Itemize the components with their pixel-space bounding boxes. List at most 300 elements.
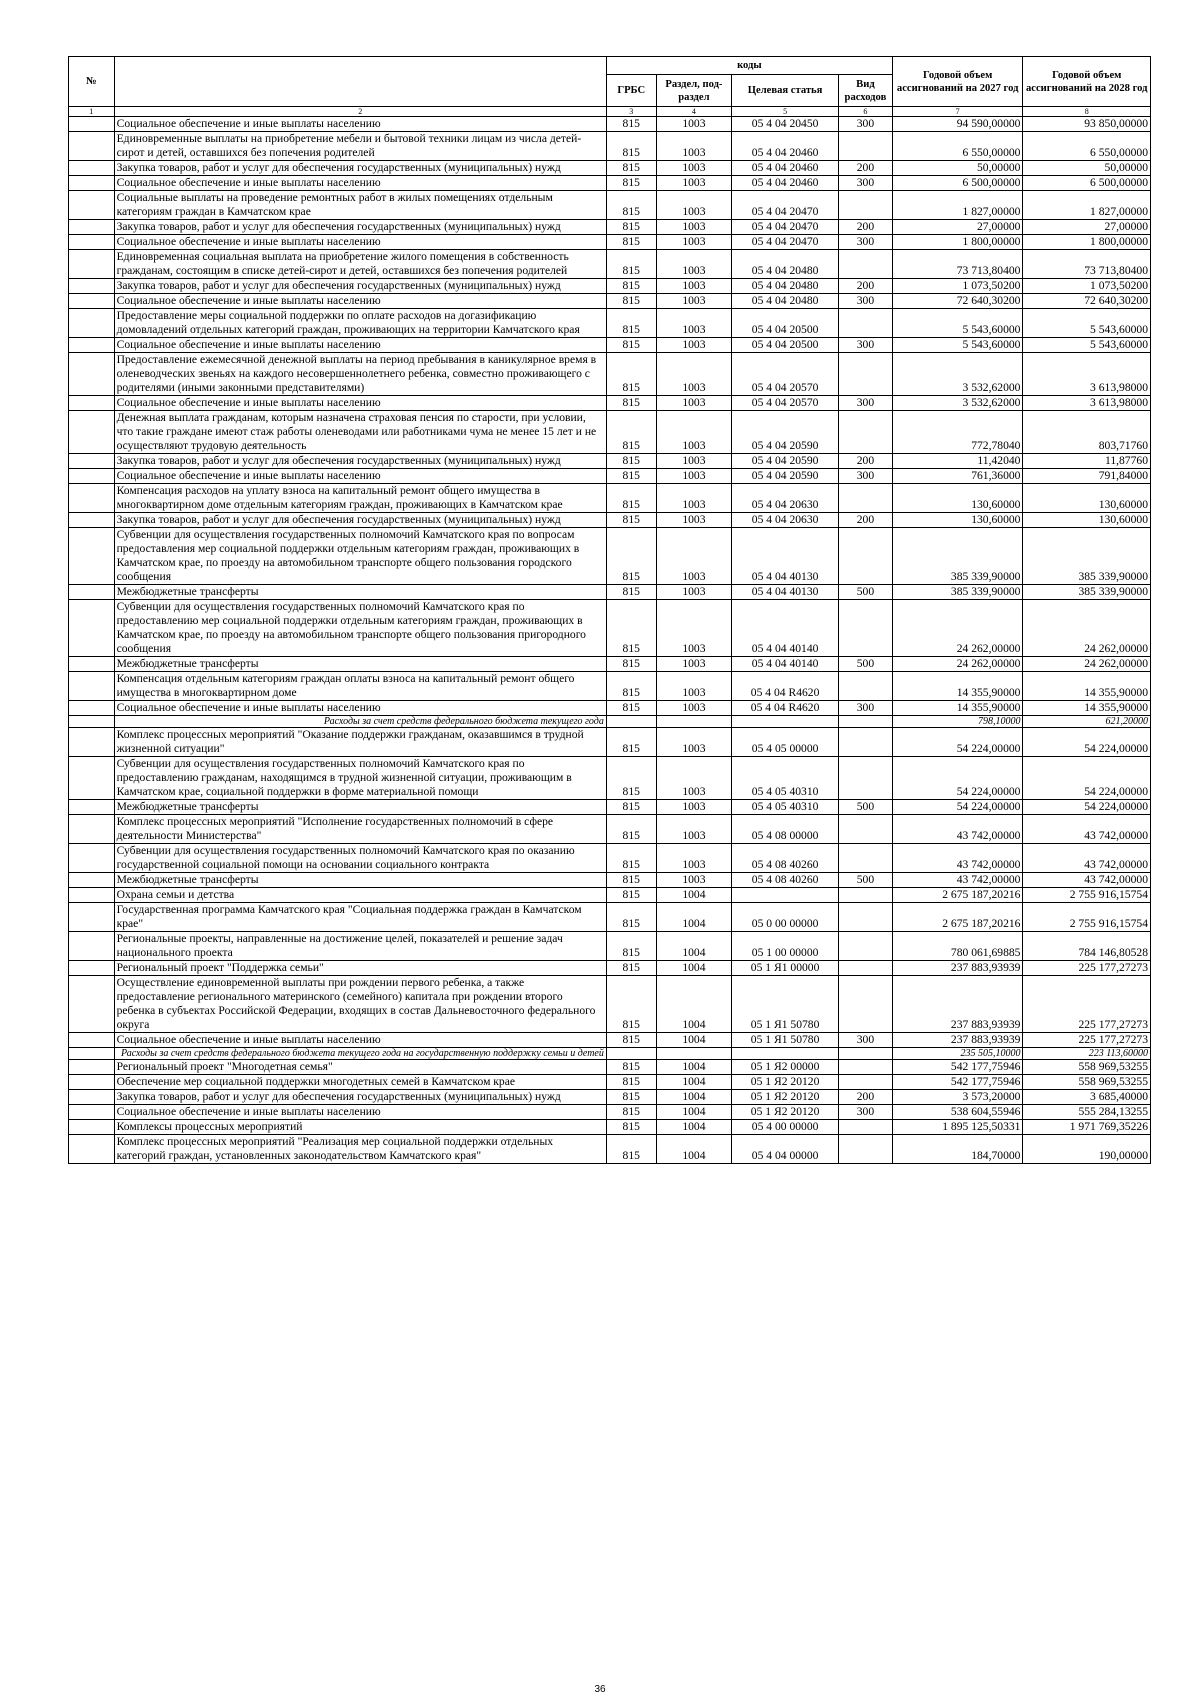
col-header-name bbox=[114, 57, 606, 107]
row-name-cell: Социальное обеспечение и иные выплаты населению bbox=[114, 235, 606, 250]
expense-kind-cell bbox=[838, 672, 892, 701]
table-row bbox=[69, 353, 1151, 396]
amount-2027-cell: 385 339,90000 bbox=[892, 528, 1023, 585]
amount-2028-cell: 6 500,00000 bbox=[1023, 176, 1151, 191]
amount-2028-cell: 5 543,60000 bbox=[1023, 338, 1151, 353]
row-name-cell: Региональные проекты, направленные на достижение целей, показателей и решение задач национального проекта bbox=[114, 932, 606, 961]
expense-kind-cell bbox=[838, 411, 892, 454]
amount-2028-cell: 130,60000 bbox=[1023, 484, 1151, 513]
column-number-cell: 1 bbox=[69, 107, 115, 117]
section-cell: 1003 bbox=[656, 235, 732, 250]
amount-2027-cell: 54 224,00000 bbox=[892, 757, 1023, 800]
amount-2028-cell: 130,60000 bbox=[1023, 513, 1151, 528]
amount-2028-cell: 385 339,90000 bbox=[1023, 528, 1151, 585]
amount-2028-cell: 803,71760 bbox=[1023, 411, 1151, 454]
row-number-cell bbox=[69, 815, 115, 844]
table-row bbox=[69, 1135, 1151, 1164]
row-number-cell bbox=[69, 976, 115, 1033]
row-name-cell: Государственная программа Камчатского края "Социальная поддержка граждан в Камчатском крае" bbox=[114, 903, 606, 932]
section-cell: 1004 bbox=[656, 1090, 732, 1105]
table-row bbox=[69, 294, 1151, 309]
amount-2028-cell: 558 969,53255 bbox=[1023, 1075, 1151, 1090]
amount-2027-cell: 54 224,00000 bbox=[892, 800, 1023, 815]
amount-2027-cell: 11,42040 bbox=[892, 454, 1023, 469]
amount-2027-cell: 24 262,00000 bbox=[892, 600, 1023, 657]
grbs-cell: 815 bbox=[606, 279, 656, 294]
section-cell: 1003 bbox=[656, 411, 732, 454]
table-row bbox=[69, 1105, 1151, 1120]
target-article-cell: 05 4 04 20590 bbox=[732, 411, 839, 454]
amount-2027-cell: 130,60000 bbox=[892, 513, 1023, 528]
amount-2028-cell: 555 284,13255 bbox=[1023, 1105, 1151, 1120]
row-name-cell: Закупка товаров, работ и услуг для обеспечения государственных (муниципальных) нужд bbox=[114, 161, 606, 176]
section-cell: 1003 bbox=[656, 873, 732, 888]
expense-kind-cell: 200 bbox=[838, 1090, 892, 1105]
amount-2028-cell: 43 742,00000 bbox=[1023, 844, 1151, 873]
expense-kind-cell bbox=[838, 1060, 892, 1075]
table-row bbox=[69, 844, 1151, 873]
expense-kind-cell: 300 bbox=[838, 469, 892, 484]
section-cell: 1003 bbox=[656, 600, 732, 657]
row-number-cell bbox=[69, 701, 115, 716]
amount-2027-cell: 6 500,00000 bbox=[892, 176, 1023, 191]
grbs-cell: 815 bbox=[606, 1033, 656, 1048]
target-article-cell bbox=[732, 888, 839, 903]
expense-kind-cell: 200 bbox=[838, 220, 892, 235]
row-name-cell: Социальное обеспечение и иные выплаты населению bbox=[114, 469, 606, 484]
expense-kind-cell bbox=[838, 888, 892, 903]
section-cell: 1003 bbox=[656, 191, 732, 220]
expense-kind-cell bbox=[838, 309, 892, 338]
row-number-cell bbox=[69, 513, 115, 528]
expense-kind-cell bbox=[838, 976, 892, 1033]
expense-kind-cell bbox=[838, 844, 892, 873]
amount-2028-cell: 1 073,50200 bbox=[1023, 279, 1151, 294]
table-row bbox=[69, 757, 1151, 800]
expense-kind-cell bbox=[838, 961, 892, 976]
amount-2028-cell: 225 177,27273 bbox=[1023, 976, 1151, 1033]
grbs-cell: 815 bbox=[606, 294, 656, 309]
note-row bbox=[69, 1048, 1151, 1060]
row-name-cell: Единовременная социальная выплата на приобретение жилого помещения в собственность гражданам, состоящим в списке детей-сирот и детей, оставшихся без попечения родителей bbox=[114, 250, 606, 279]
table-row bbox=[69, 1090, 1151, 1105]
target-article-cell: 05 4 04 20500 bbox=[732, 338, 839, 353]
expense-kind-cell bbox=[838, 132, 892, 161]
target-article-cell: 05 1 Я1 00000 bbox=[732, 961, 839, 976]
grbs-cell: 815 bbox=[606, 469, 656, 484]
section-cell: 1004 bbox=[656, 932, 732, 961]
grbs-cell: 815 bbox=[606, 888, 656, 903]
target-article-cell: 05 4 04 R4620 bbox=[732, 672, 839, 701]
amount-2028-cell: 2 755 916,15754 bbox=[1023, 888, 1151, 903]
column-number-cell: 3 bbox=[606, 107, 656, 117]
section-cell: 1003 bbox=[656, 132, 732, 161]
amount-2027-cell: 54 224,00000 bbox=[892, 728, 1023, 757]
row-number-cell bbox=[69, 1135, 115, 1164]
section-cell: 1003 bbox=[656, 161, 732, 176]
section-cell: 1004 bbox=[656, 1033, 732, 1048]
grbs-cell: 815 bbox=[606, 1105, 656, 1120]
target-article-cell: 05 4 05 40310 bbox=[732, 800, 839, 815]
amount-2027-cell: 72 640,30200 bbox=[892, 294, 1023, 309]
expense-kind-cell bbox=[838, 484, 892, 513]
table-row bbox=[69, 469, 1151, 484]
amount-2027-cell: 3 573,20000 bbox=[892, 1090, 1023, 1105]
table-row bbox=[69, 279, 1151, 294]
row-number-cell bbox=[69, 161, 115, 176]
row-number-cell bbox=[69, 1048, 115, 1060]
row-number-cell bbox=[69, 220, 115, 235]
col-header-section: Раздел, под-раздел bbox=[656, 75, 732, 107]
row-number-cell bbox=[69, 235, 115, 250]
amount-2027-cell: 43 742,00000 bbox=[892, 815, 1023, 844]
amount-2028-cell: 43 742,00000 bbox=[1023, 873, 1151, 888]
target-article-cell: 05 1 Я2 20120 bbox=[732, 1105, 839, 1120]
column-number-cell: 7 bbox=[892, 107, 1023, 117]
row-name-cell: Социальное обеспечение и иные выплаты населению bbox=[114, 1105, 606, 1120]
amount-2028-cell: 24 262,00000 bbox=[1023, 600, 1151, 657]
grbs-cell: 815 bbox=[606, 161, 656, 176]
row-name-cell: Социальное обеспечение и иные выплаты населению bbox=[114, 1033, 606, 1048]
row-name-cell: Субвенции для осуществления государственных полномочий Камчатского края по вопросам предоставления мер социальной поддержки отдельным категориям граждан, проживающих в Камчатском крае, по проезду на автомобильном транспорте общего пользования городского сообщения bbox=[114, 528, 606, 585]
expense-kind-cell: 200 bbox=[838, 161, 892, 176]
target-article-cell: 05 4 04 40130 bbox=[732, 528, 839, 585]
expense-kind-cell: 300 bbox=[838, 176, 892, 191]
expense-kind-cell bbox=[838, 728, 892, 757]
row-name-cell: Закупка товаров, работ и услуг для обеспечения государственных (муниципальных) нужд bbox=[114, 220, 606, 235]
col-header-2027: Годовой объем ассигнований на 2027 год bbox=[892, 57, 1023, 107]
grbs-cell: 815 bbox=[606, 585, 656, 600]
row-name-cell: Обеспечение мер социальной поддержки многодетных семей в Камчатском крае bbox=[114, 1075, 606, 1090]
expense-kind-cell bbox=[838, 1075, 892, 1090]
row-name-cell: Осуществление единовременной выплаты при рождении первого ребенка, а также предоставление регионального материнского (семейного) капитала при рождении второго ребенка в субъектах Российской Федерации, входящих в состав Дальневосточного федерального округа bbox=[114, 976, 606, 1033]
amount-2028-cell: 54 224,00000 bbox=[1023, 757, 1151, 800]
section-cell: 1004 bbox=[656, 888, 732, 903]
table-row bbox=[69, 191, 1151, 220]
expense-kind-cell bbox=[838, 353, 892, 396]
row-number-cell bbox=[69, 1060, 115, 1075]
table-row bbox=[69, 672, 1151, 701]
row-name-cell: Региональный проект "Поддержка семьи" bbox=[114, 961, 606, 976]
amount-2027-cell: 237 883,93939 bbox=[892, 1033, 1023, 1048]
row-name-cell: Единовременные выплаты на приобретение мебели и бытовой техники лицам из числа детей-сирот и детей, оставшихся без попечения родителей bbox=[114, 132, 606, 161]
row-number-cell bbox=[69, 411, 115, 454]
target-article-cell: 05 4 04 20470 bbox=[732, 235, 839, 250]
target-article-cell: 05 4 00 00000 bbox=[732, 1120, 839, 1135]
row-name-cell: Социальные выплаты на проведение ремонтных работ в жилых помещениях отдельным категориям граждан в Камчатском крае bbox=[114, 191, 606, 220]
target-article-cell: 05 4 04 20630 bbox=[732, 484, 839, 513]
section-cell: 1003 bbox=[656, 250, 732, 279]
amount-2027-cell: 14 355,90000 bbox=[892, 672, 1023, 701]
section-cell: 1003 bbox=[656, 220, 732, 235]
expense-kind-cell: 500 bbox=[838, 585, 892, 600]
amount-2028-cell: 223 113,60000 bbox=[1023, 1048, 1151, 1060]
table-row bbox=[69, 132, 1151, 161]
amount-2027-cell: 1 800,00000 bbox=[892, 235, 1023, 250]
expense-kind-cell bbox=[838, 600, 892, 657]
table-row bbox=[69, 161, 1151, 176]
target-article-cell: 05 4 04 20460 bbox=[732, 161, 839, 176]
amount-2028-cell: 93 850,00000 bbox=[1023, 117, 1151, 132]
section-cell: 1003 bbox=[656, 309, 732, 338]
section-cell: 1004 bbox=[656, 1135, 732, 1164]
expense-kind-cell: 300 bbox=[838, 235, 892, 250]
expense-kind-cell: 300 bbox=[838, 117, 892, 132]
row-number-cell bbox=[69, 191, 115, 220]
row-number-cell bbox=[69, 800, 115, 815]
row-number-cell bbox=[69, 672, 115, 701]
grbs-cell: 815 bbox=[606, 961, 656, 976]
grbs-cell: 815 bbox=[606, 932, 656, 961]
grbs-cell: 815 bbox=[606, 411, 656, 454]
row-name-cell: Комплексы процессных мероприятий bbox=[114, 1120, 606, 1135]
table-row bbox=[69, 701, 1151, 716]
row-number-cell bbox=[69, 1120, 115, 1135]
table-row bbox=[69, 1060, 1151, 1075]
grbs-cell: 815 bbox=[606, 528, 656, 585]
row-name-cell: Социальное обеспечение и иные выплаты населению bbox=[114, 396, 606, 411]
amount-2028-cell: 784 146,80528 bbox=[1023, 932, 1151, 961]
row-name-cell: Закупка товаров, работ и услуг для обеспечения государственных (муниципальных) нужд bbox=[114, 1090, 606, 1105]
column-number-cell: 2 bbox=[114, 107, 606, 117]
amount-2028-cell: 24 262,00000 bbox=[1023, 657, 1151, 672]
section-cell: 1003 bbox=[656, 701, 732, 716]
expense-kind-cell: 300 bbox=[838, 1105, 892, 1120]
grbs-cell: 815 bbox=[606, 1075, 656, 1090]
row-number-cell bbox=[69, 903, 115, 932]
amount-2027-cell: 3 532,62000 bbox=[892, 396, 1023, 411]
expense-kind-cell bbox=[838, 1120, 892, 1135]
budget-table-sheet bbox=[68, 56, 1151, 1164]
row-number-cell bbox=[69, 338, 115, 353]
target-article-cell: 05 4 04 20480 bbox=[732, 294, 839, 309]
section-cell: 1003 bbox=[656, 338, 732, 353]
col-header-codes: коды bbox=[606, 57, 892, 75]
amount-2028-cell: 5 543,60000 bbox=[1023, 309, 1151, 338]
col-header-number: № bbox=[69, 57, 115, 107]
target-article-cell: 05 4 04 20480 bbox=[732, 279, 839, 294]
table-row bbox=[69, 484, 1151, 513]
table-row bbox=[69, 873, 1151, 888]
table-row bbox=[69, 250, 1151, 279]
grbs-cell: 815 bbox=[606, 728, 656, 757]
row-name-cell: Компенсация расходов на уплату взноса на капитальный ремонт общего имущества в многоквартирном доме отдельным категориям граждан, проживающих в Камчатском крае bbox=[114, 484, 606, 513]
table-row bbox=[69, 176, 1151, 191]
row-number-cell bbox=[69, 961, 115, 976]
row-name-cell: Предоставление меры социальной поддержки по оплате расходов на догазификацию домовладений отдельных категорий граждан, проживающих на территории Камчатского края bbox=[114, 309, 606, 338]
row-name-cell: Комплекс процессных мероприятий "Реализация мер социальной поддержки отдельных категорий граждан, установленных законодательством Камчатского края" bbox=[114, 1135, 606, 1164]
amount-2028-cell: 1 800,00000 bbox=[1023, 235, 1151, 250]
table-row bbox=[69, 528, 1151, 585]
amount-2027-cell: 235 505,10000 bbox=[892, 1048, 1023, 1060]
target-article-cell: 05 4 08 40260 bbox=[732, 844, 839, 873]
grbs-cell: 815 bbox=[606, 396, 656, 411]
section-cell: 1004 bbox=[656, 1060, 732, 1075]
target-article-cell: 05 4 04 20480 bbox=[732, 250, 839, 279]
amount-2028-cell: 2 755 916,15754 bbox=[1023, 903, 1151, 932]
row-number-cell bbox=[69, 873, 115, 888]
section-cell: 1003 bbox=[656, 757, 732, 800]
section-cell bbox=[656, 1048, 732, 1060]
column-number-cell: 5 bbox=[732, 107, 839, 117]
target-article-cell: 05 1 Я1 50780 bbox=[732, 1033, 839, 1048]
target-article-cell bbox=[732, 1048, 839, 1060]
grbs-cell: 815 bbox=[606, 815, 656, 844]
expense-kind-cell: 500 bbox=[838, 657, 892, 672]
amount-2027-cell: 94 590,00000 bbox=[892, 117, 1023, 132]
grbs-cell: 815 bbox=[606, 800, 656, 815]
amount-2028-cell: 72 640,30200 bbox=[1023, 294, 1151, 309]
target-article-cell: 05 4 04 20500 bbox=[732, 309, 839, 338]
amount-2027-cell: 184,70000 bbox=[892, 1135, 1023, 1164]
column-number-row bbox=[69, 107, 1151, 117]
section-cell: 1003 bbox=[656, 815, 732, 844]
table-row bbox=[69, 815, 1151, 844]
section-cell: 1003 bbox=[656, 513, 732, 528]
target-article-cell: 05 1 Я2 20120 bbox=[732, 1090, 839, 1105]
row-name-cell: Субвенции для осуществления государственных полномочий Камчатского края по оказанию государственной социальной помощи на основании социального контракта bbox=[114, 844, 606, 873]
row-number-cell bbox=[69, 250, 115, 279]
target-article-cell: 05 4 04 00000 bbox=[732, 1135, 839, 1164]
row-name-cell: Субвенции для осуществления государственных полномочий Камчатского края по предоставлению гражданам, находящимся в трудной жизненной ситуации, проживающим в Камчатском крае, социальной поддержки в форме материальной помощи bbox=[114, 757, 606, 800]
amount-2028-cell: 50,00000 bbox=[1023, 161, 1151, 176]
grbs-cell: 815 bbox=[606, 250, 656, 279]
row-name-cell: Межбюджетные трансферты bbox=[114, 585, 606, 600]
amount-2027-cell: 14 355,90000 bbox=[892, 701, 1023, 716]
amount-2028-cell: 6 550,00000 bbox=[1023, 132, 1151, 161]
target-article-cell: 05 4 04 20470 bbox=[732, 191, 839, 220]
grbs-cell: 815 bbox=[606, 454, 656, 469]
grbs-cell: 815 bbox=[606, 976, 656, 1033]
expense-kind-cell: 500 bbox=[838, 873, 892, 888]
grbs-cell: 815 bbox=[606, 132, 656, 161]
row-name-cell: Компенсация отдельным категориям граждан оплаты взноса на капитальный ремонт общего имущества в многоквартирном доме bbox=[114, 672, 606, 701]
expense-kind-cell: 300 bbox=[838, 701, 892, 716]
amount-2027-cell: 2 675 187,20216 bbox=[892, 888, 1023, 903]
row-number-cell bbox=[69, 484, 115, 513]
amount-2028-cell: 3 685,40000 bbox=[1023, 1090, 1151, 1105]
section-cell: 1004 bbox=[656, 1105, 732, 1120]
target-article-cell: 05 4 04 20570 bbox=[732, 396, 839, 411]
grbs-cell: 815 bbox=[606, 353, 656, 396]
target-article-cell: 05 1 00 00000 bbox=[732, 932, 839, 961]
expense-kind-cell bbox=[838, 903, 892, 932]
table-row bbox=[69, 117, 1151, 132]
table-row bbox=[69, 396, 1151, 411]
table-row bbox=[69, 338, 1151, 353]
row-name-cell: Денежная выплата гражданам, которым назначена страховая пенсия по старости, при условии, что такие граждане имеют стаж работы оленеводами или работниками чума не менее 15 лет и не осуществляют трудовую деятельность bbox=[114, 411, 606, 454]
amount-2028-cell: 558 969,53255 bbox=[1023, 1060, 1151, 1075]
grbs-cell: 815 bbox=[606, 1090, 656, 1105]
table-row bbox=[69, 454, 1151, 469]
row-number-cell bbox=[69, 132, 115, 161]
grbs-cell: 815 bbox=[606, 176, 656, 191]
section-cell: 1003 bbox=[656, 294, 732, 309]
section-cell: 1003 bbox=[656, 176, 732, 191]
amount-2028-cell: 11,87760 bbox=[1023, 454, 1151, 469]
target-article-cell: 05 4 08 40260 bbox=[732, 873, 839, 888]
amount-2027-cell: 130,60000 bbox=[892, 484, 1023, 513]
table-row bbox=[69, 411, 1151, 454]
grbs-cell bbox=[606, 716, 656, 728]
grbs-cell: 815 bbox=[606, 600, 656, 657]
column-number-cell: 8 bbox=[1023, 107, 1151, 117]
table-row bbox=[69, 961, 1151, 976]
grbs-cell: 815 bbox=[606, 1120, 656, 1135]
section-cell bbox=[656, 716, 732, 728]
grbs-cell: 815 bbox=[606, 672, 656, 701]
section-cell: 1004 bbox=[656, 1075, 732, 1090]
amount-2027-cell: 798,10000 bbox=[892, 716, 1023, 728]
section-cell: 1003 bbox=[656, 728, 732, 757]
amount-2027-cell: 1 827,00000 bbox=[892, 191, 1023, 220]
row-name-cell: Комплекс процессных мероприятий "Исполнение государственных полномочий в сфере деятельности Министерства" bbox=[114, 815, 606, 844]
section-cell: 1003 bbox=[656, 585, 732, 600]
expense-kind-cell bbox=[838, 528, 892, 585]
col-header-target: Целевая статья bbox=[732, 75, 839, 107]
table-row bbox=[69, 903, 1151, 932]
row-name-cell: Социальное обеспечение и иные выплаты населению bbox=[114, 176, 606, 191]
target-article-cell: 05 4 04 20460 bbox=[732, 132, 839, 161]
expense-kind-cell: 200 bbox=[838, 513, 892, 528]
amount-2027-cell: 237 883,93939 bbox=[892, 976, 1023, 1033]
target-article-cell: 05 4 04 40130 bbox=[732, 585, 839, 600]
grbs-cell: 815 bbox=[606, 338, 656, 353]
amount-2028-cell: 54 224,00000 bbox=[1023, 800, 1151, 815]
row-number-cell bbox=[69, 728, 115, 757]
row-number-cell bbox=[69, 844, 115, 873]
table-row bbox=[69, 1120, 1151, 1135]
grbs-cell: 815 bbox=[606, 873, 656, 888]
section-cell: 1004 bbox=[656, 976, 732, 1033]
target-article-cell: 05 4 04 20630 bbox=[732, 513, 839, 528]
section-cell: 1003 bbox=[656, 657, 732, 672]
expense-kind-cell: 200 bbox=[838, 279, 892, 294]
amount-2027-cell: 538 604,55946 bbox=[892, 1105, 1023, 1120]
row-number-cell bbox=[69, 469, 115, 484]
row-name-cell: Закупка товаров, работ и услуг для обеспечения государственных (муниципальных) нужд bbox=[114, 454, 606, 469]
grbs-cell: 815 bbox=[606, 309, 656, 338]
expense-kind-cell bbox=[838, 1048, 892, 1060]
amount-2028-cell: 3 613,98000 bbox=[1023, 396, 1151, 411]
amount-2027-cell: 542 177,75946 bbox=[892, 1075, 1023, 1090]
target-article-cell: 05 1 Я1 50780 bbox=[732, 976, 839, 1033]
grbs-cell: 815 bbox=[606, 484, 656, 513]
amount-2027-cell: 385 339,90000 bbox=[892, 585, 1023, 600]
note-row bbox=[69, 716, 1151, 728]
amount-2028-cell: 791,84000 bbox=[1023, 469, 1151, 484]
row-number-cell bbox=[69, 1090, 115, 1105]
row-name-cell: Комплекс процессных мероприятий "Оказание поддержки гражданам, оказавшимся в трудной жизненной ситуации" bbox=[114, 728, 606, 757]
amount-2027-cell: 1 895 125,50331 bbox=[892, 1120, 1023, 1135]
row-name-cell: Субвенции для осуществления государственных полномочий Камчатского края по предоставлению мер социальной поддержки отдельным категориям граждан, проживающих в Камчатском крае, по проезду на автомобильном транспорте общего пользования пригородного сообщения bbox=[114, 600, 606, 657]
row-number-cell bbox=[69, 294, 115, 309]
row-name-cell: Предоставление ежемесячной денежной выплаты на период пребывания в каникулярное время в оленеводческих звеньях на каждого несовершеннолетнего ребенка, совместно проживающего с родителями (иными законными представителями) bbox=[114, 353, 606, 396]
target-article-cell: 05 4 04 R4620 bbox=[732, 701, 839, 716]
grbs-cell: 815 bbox=[606, 191, 656, 220]
section-cell: 1004 bbox=[656, 961, 732, 976]
row-number-cell bbox=[69, 585, 115, 600]
grbs-cell bbox=[606, 1048, 656, 1060]
row-number-cell bbox=[69, 309, 115, 338]
section-cell: 1003 bbox=[656, 844, 732, 873]
amount-2027-cell: 24 262,00000 bbox=[892, 657, 1023, 672]
section-cell: 1004 bbox=[656, 1120, 732, 1135]
expense-kind-cell bbox=[838, 757, 892, 800]
table-row bbox=[69, 657, 1151, 672]
row-name-cell: Закупка товаров, работ и услуг для обеспечения государственных (муниципальных) нужд bbox=[114, 513, 606, 528]
expense-kind-cell: 500 bbox=[838, 800, 892, 815]
